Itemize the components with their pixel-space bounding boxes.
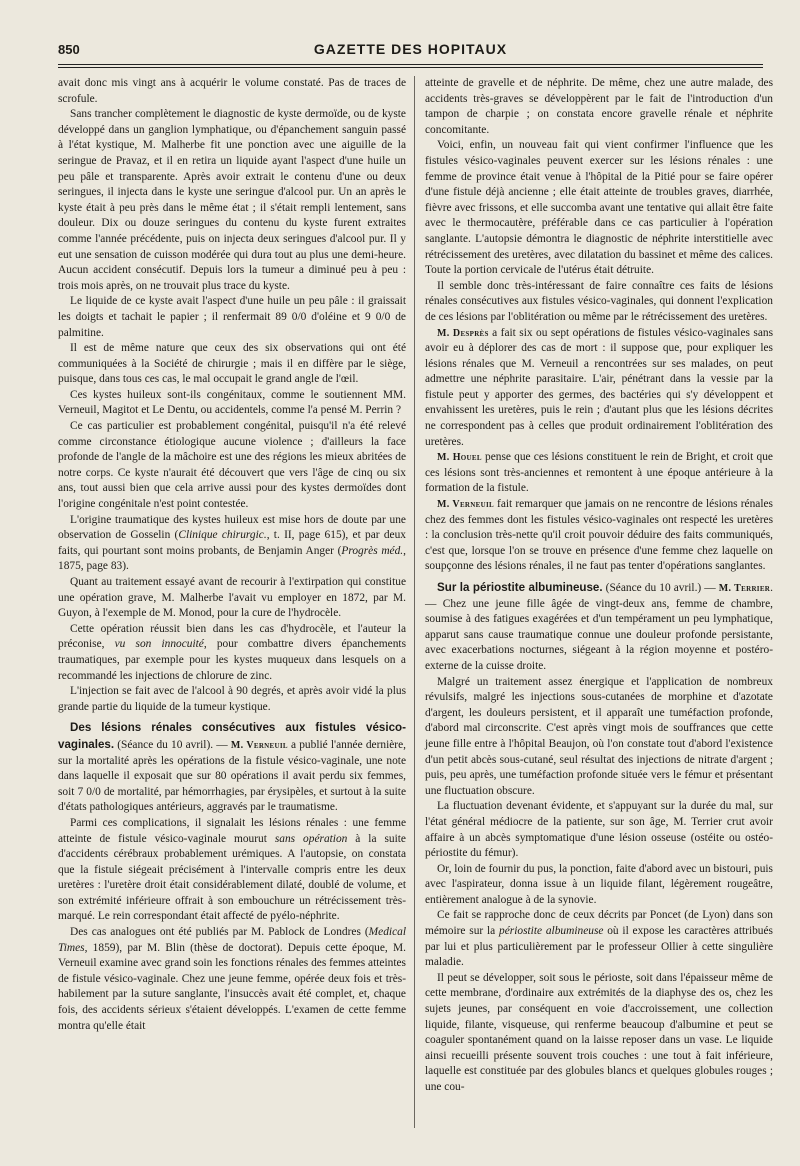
citation: Medical Times xyxy=(58,926,406,954)
section-meta: (Séance du 10 avril). — xyxy=(114,738,231,751)
page-number: 850 xyxy=(58,42,80,57)
emphasis: sans opération xyxy=(274,832,348,845)
paragraph xyxy=(58,622,406,684)
page-header xyxy=(58,38,763,60)
speaker-name: M. Verneuil xyxy=(437,499,494,511)
paragraph: Malgré un traitement assez énergique et l'application de nombreux révulsifs, malgré les injections sous-cutanées de morphine et d'azotate d'argent, les douleurs persistent, et il apparaît une tuméfaction profonde, d'abord mal circonscrite. C'est après vingt mois de souffrances que cette jeune fille entre à l'hôpital Beaujon, où l'on constate tout d'abord l'existence d'un petit abcès sous-cutané, seul résultat des injections de nitrate d'argent ; puis, peu après, une tuméfaction profonde située vers le fémur et présentant une fluctuation obscure. xyxy=(425,675,773,797)
text-run: à la suite d'accidents cérébraux probablement urémiques. A l'autopsie, on constata que la fistule siégeait précisément à l'intervalle compris entre les deux uretères : l'uretère droit était considérablement dilaté, doublé de volume, et son extrémité inférieure offrait à son embouchure un rétrécissement très-marqué. Le rein correspondant était affecté de pyélo-néphrite. xyxy=(58,832,406,923)
paragraph: L'injection se fait avec de l'alcool à 90 degrés, et après avoir vidé la plus grande partie du liquide de la tumeur kystique. xyxy=(58,685,406,713)
paragraph: atteinte de gravelle et de néphrite. De même, chez une autre malade, des accidents très-graves se développèrent par le fait de l'introduction d'un tampon de charpie ; on constata encore gravelle rénale et néphrite concomitante. xyxy=(425,77,773,136)
paragraph xyxy=(425,497,773,575)
text-run: Ce fait se rapproche donc de ceux décrits par Poncet (de Lyon) dans son mémoire sur la xyxy=(425,909,773,938)
paragraph xyxy=(425,326,773,451)
paragraph xyxy=(58,513,406,575)
paragraph: Or, loin de fournir du pus, la ponction, faite d'abord avec un bistouri, puis avec l'aspirateur, donna issue à un liquide filant, légèrement rougeâtre, entièrement analogue à de la synovie. xyxy=(425,862,773,906)
speaker-name: M. Houel xyxy=(437,452,482,464)
paragraph: avait donc mis vingt ans à acquérir le volume constaté. Pas de traces de scrofule. xyxy=(58,77,406,105)
paragraph: Ce cas particulier est probablement congénital, puisqu'il n'a été relevé comme circonstance étiologique aucune violence ; d'ailleurs la face profonde de l'angle de la mâchoire est une des régions les mieux abritées de notre corps. Ce kyste n'aurait été découvert que vers l'âge de cinq ou six ans, tout aussi bien que cela arrive aussi pour des kystes dermoïdes dont l'origine congénitale n'est point contestée. xyxy=(58,420,406,511)
paragraph: Le liquide de ce kyste avait l'aspect d'une huile un peu pâle : il graissait les doigts et tachait le papier ; il renfermait 89 0/0 d'oléine et 9 0/0 de palmitine. xyxy=(58,295,406,339)
text-run: Parmi ces complications, il signalait les lésions rénales : une femme atteinte de fistule vésico-vaginale mourut xyxy=(58,816,406,845)
right-column xyxy=(425,76,773,1096)
section-paragraph xyxy=(58,720,406,816)
paragraph: Il semble donc très-intéressant de faire connaître ces faits de lésions rénales consécutives aux fistules vésico-vaginales, qui donnent l'explication de ces lésions par l'oblitération ou même par le rétrécissement des uretères. xyxy=(425,279,773,323)
text-run: , 1859), par M. Blin (thèse de doctorat). Depuis cette époque, M. Verneuil examine avec grand soin les fonctions rénales des femmes atteintes de fistule vésico-vaginale. Chez une jeune femme, opérée deux fois et très-habilement par la suture sanglante, l'insuccès avait été complet, et, chaque fois, des accidents sérieux s'étaient développés. L'examen de cette femme montra qu'elle était xyxy=(58,941,406,1032)
text-run: , 1875, page 83). xyxy=(58,544,407,573)
section-heading: Des lésions rénales consécutives aux fistules vésico-vaginales. xyxy=(58,721,406,751)
text-run: , t. II, page 615), et par deux faits, qui pourtant sont moins probants, de Benjamin Anger ( xyxy=(58,529,406,557)
paragraph xyxy=(425,450,773,497)
paragraph xyxy=(425,908,773,970)
header-rule-thin xyxy=(58,67,763,68)
paragraph: Sans trancher complètement le diagnostic de kyste dermoïde, ou de kyste développé dans un ganglion lymphatique, ou d'épanchement sanguin passé à l'état kystique, M. Malherbe fit une ponction avec une aiguille de la seringue de Pravaz, et il en retira un liquide ayant l'aspect d'une huile un peu pâle et transparente. Après avoir extrait le contenu d'une ou deux seringues, il injecta dans le kyste une seringue d'alcool pur. Un an après le kyste était à peu près dans le même état ; il s'était rempli lentement, sans douleur. Dix ou douze seringues du contenu du kyste furent extraites comme l'année précédente, puis on injecta deux seringues d'alcool pur. Il y eut une sensation de cuisson modérée qui dura tout au plus une demi-heure. Aucun accident consécutif. Depuis lors la tumeur a diminué peu à peu : trois mois après, on ne trouvait plus trace du kyste. xyxy=(58,108,406,292)
header-rule xyxy=(58,64,763,65)
text-run: a publié l'année dernière, sur la mortalité après les opérations de la fistule vésico-vaginale, une note dans laquelle il exposait que sur 80 opérations il avait perdu six femmes, soit 7 0/0 de mortalité, par hémorrhagies, par érysipèles, et surtout à la suite d'états pathologiques antérieurs, aggravés par le traumatisme. xyxy=(58,738,406,814)
paragraph: La fluctuation devenant évidente, et s'appuyant sur la durée du mal, sur l'état général médiocre de la patiente, sur son âge, M. Terrier crut avoir affaire à un abcès symptomatique d'une lésion osseuse (ostéite ou ostéo-périostite du fémur). xyxy=(425,800,773,860)
speaker-name: M. Terrier xyxy=(718,583,771,594)
citation: Clinique chirurgic. xyxy=(178,529,267,542)
text-run: où il expose les caractères attribués par lui et plus particulièrement par le professeur Ollier à cette singulière maladie. xyxy=(425,925,773,969)
journal-title: GAZETTE DES HOPITAUX xyxy=(313,41,508,57)
section-meta: (Séance du 10 avril.) — xyxy=(602,582,719,594)
paragraph: Quant au traitement essayé avant de recourir à l'extirpation qui constitue une opération grave, M. Malherbe l'avait vu employer en 1872, par M. Guyon, à l'exemple de M. Monod, pour la cure de l'hydrocèle. xyxy=(58,576,406,620)
emphasis: vu son innocuité xyxy=(114,638,204,651)
paragraph: Il est de même nature que ceux des six observations qui ont été communiquées à la Société de chirurgie ; mais il en diffère par le siège, puisque, dans tous ces cas, le mal occupait le grand angle de l'œil. xyxy=(58,342,406,386)
text-run: Des cas analogues ont été publiés par M. Pablock de Londres ( xyxy=(70,926,369,939)
text-run: , pour combattre divers épanchements traumatiques, par exemple pour les kystes muqueux dans lesquels on a recommandé les injections de chlorure de zinc. xyxy=(58,638,406,682)
paragraph xyxy=(58,925,406,1034)
speaker-name: M. Desprès xyxy=(437,327,489,339)
paragraph: Voici, enfin, un nouveau fait qui vient confirmer l'influence que les fistules vésico-vaginales peuvent exercer sur les lésions rénales : une femme de province était venue à l'hôpital de la Pitié pour se faire opérer d'une fistule déjà ancienne ; elle était atteinte de troubles graves, diarrhée, fièvre avec frissons, et elle succomba avant une tentative qui allait être faite avec le thermocautère, préférable dans ce cas particulier à l'opération sanglante. L'autopsie démontra le diagnostic de néphrite interstitielle avec rétrécissement des uretères, avec dilatation du bassinet et même des calices. Toute la portion cervicale de l'utérus était détruite. xyxy=(425,139,773,277)
column-divider xyxy=(414,76,415,1128)
section-paragraph xyxy=(425,580,773,675)
citation: Progrès méd. xyxy=(341,544,404,557)
paragraph: Ces kystes huileux sont-ils congénitaux, comme le soutiennent MM. Verneuil, Magitot et Le Dentu, ou accidentels, comme l'a pensé M. Perrin ? xyxy=(58,388,406,417)
section-heading: Sur la périostite albumineuse. xyxy=(437,581,603,594)
text-run: fait remarquer que jamais on ne rencontre de lésions rénales chez des femmes dont les fistules vésico-vaginales ont respecté les uretères : la conclusion très-nette qu'il croit pouvoir déduire des faits communiqués, c'est que, lorsque l'on se trouve en présence d'une femme chez laquelle on soupçonne des lésions rénales, il ne faut pas tenter d'opérations sanglantes. xyxy=(425,498,773,573)
emphasis: périostite albumineuse xyxy=(499,925,604,938)
paragraph: Il peut se développer, soit sous le périoste, soit dans l'épaisseur même de cette membrane, d'ordinaire aux extrémités de la diaphyse des os, chez les sujets jeunes, par conséquent en voie d'accroissement, une collection liquide, filante, visqueuse, qui renferme beaucoup d'albumine et peut se coaguler spontanément quand on la laisse reposer dans un vase. Le liquide ainsi recueilli présente souvent trois couches : une tout à fait inférieure, laquelle est constituée par des globules blancs et quelques globules rouges ; une cou- xyxy=(425,971,773,1093)
text-run: L'origine traumatique des kystes huileux est mise hors de doute par une observation de Gosselin ( xyxy=(58,513,406,542)
speaker-name: M. Verneuil xyxy=(230,739,288,751)
text-run: Cette opération réussit bien dans les cas d'hydrocèle, et l'auteur la préconise, xyxy=(58,622,406,651)
paragraph xyxy=(58,816,406,925)
text-run: pense que ces lésions constituent le rein de Bright, et croit que ces lésions sont très-anciennes et remontent à une époque antérieure à la formation de la fistule. xyxy=(425,451,773,495)
text-run: . — Chez une jeune fille âgée de vingt-deux ans, femme de chambre, soumise à des fatigues exagérées et d'un tempérament un peu lymphatique, apparut sans cause traumatique connue une douleur profonde persistante, avec exacerbations nocturnes, siégeant à la région moyenne et postéro-externe de la cuisse droite. xyxy=(425,582,774,672)
left-column xyxy=(58,76,406,1034)
text-run: a fait six ou sept opérations de fistules vésico-vaginales sans avoir eu à déplorer des cas de mort : il suppose que, pour expliquer les lésions rénales que M. Verneuil a rencontrées sur ses malades, on peut admettre une néphrite parasitaire. L'air, pénétrant dans la vessie par la fistule peut y apporter des germes, des bactéries qui s'y développent et envahissent les uretères, puis le rein ; d'autant plus que les lésions décrites ne correspondent pas à celles que produit ordinairement l'oblitération des uretères. xyxy=(425,326,773,448)
